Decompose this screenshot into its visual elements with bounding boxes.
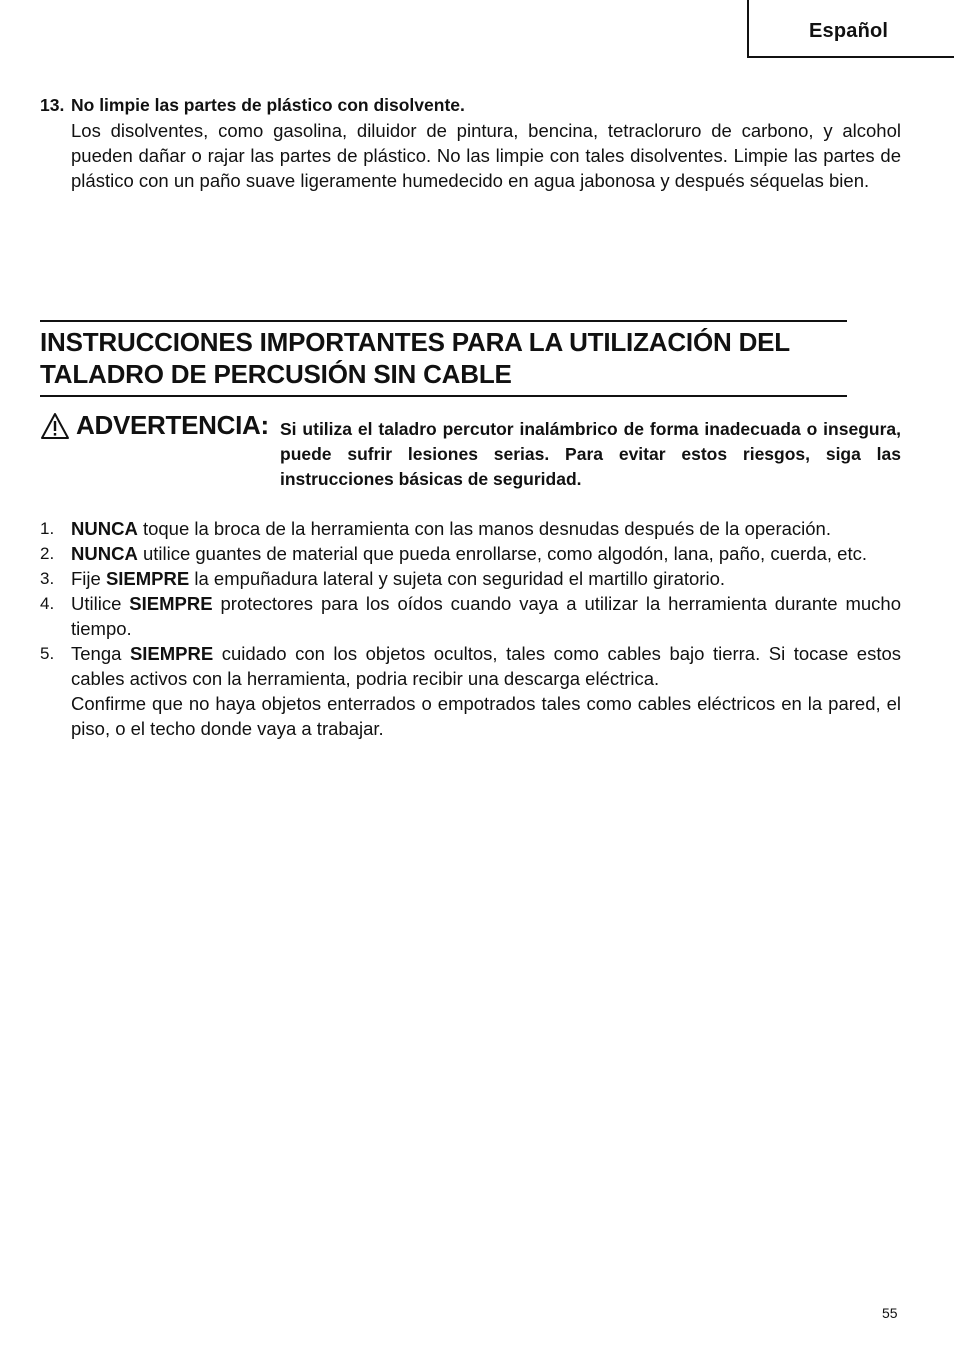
list-item-keyword: SIEMPRE	[105, 568, 190, 589]
list-item-number: 1.	[40, 519, 55, 538]
list-item-prefix: Tenga	[71, 643, 130, 664]
list-item-number: 4.	[40, 594, 55, 613]
section-top-rule	[40, 320, 847, 322]
list-item-keyword: NUNCA	[71, 543, 138, 564]
language-tab-label: Español	[809, 20, 889, 42]
list-item-keyword: SIEMPRE	[129, 593, 213, 614]
warning-triangle-icon	[40, 412, 70, 440]
instruction-13-heading	[40, 93, 901, 118]
list-item	[40, 591, 901, 641]
instruction-13-body: Los disolventes, como gasolina, diluidor de pintura, bencina, tetracloruro de carbono, y alcohol pueden dañar o rajar las partes de plástico. No las limpie con tales disolventes. Limpie las partes de plástico con un paño suave ligeramente humedecido en agua jabonosa y después séquelas bien.	[71, 120, 901, 191]
safety-rules-list	[40, 516, 901, 741]
list-item	[40, 516, 901, 541]
list-item-prefix: Fije	[71, 568, 106, 589]
list-item-number: 5.	[40, 644, 55, 663]
list-item-text: la empuñadura lateral y sujeta con seguridad el martillo giratorio.	[189, 568, 725, 589]
list-item-continuation: Confirme que no haya objetos enterrados o empotrados tales como cables eléctricos en la pared, el piso, o el techo donde vaya a trabajar.	[71, 693, 901, 739]
list-item-text: protectores para los oídos cuando vaya a utilizar la herramienta durante mucho tiempo.	[71, 593, 901, 639]
section-title	[40, 326, 847, 390]
list-item	[40, 641, 901, 741]
list-item-text: toque la broca de la herramienta con las manos desnudas después de la operación.	[137, 518, 831, 539]
page-number: 55	[882, 1305, 898, 1321]
list-item-number: 2.	[40, 544, 55, 563]
list-item	[40, 566, 901, 591]
section-bottom-rule	[40, 395, 847, 397]
instruction-13-title: No limpie las partes de plástico con disolvente.	[71, 95, 465, 115]
section-title-line-1: INSTRUCCIONES IMPORTANTES PARA LA UTILIZACIÓN DEL	[40, 327, 790, 357]
warning-text: Si utiliza el taladro percutor inalámbrico de forma inadecuada o insegura, puede sufrir lesiones serias. Para evitar estos riesgos, siga las instrucciones básicas de seguridad.	[280, 419, 901, 489]
section-title-line-2: TALADRO DE PERCUSIÓN SIN CABLE	[40, 359, 512, 389]
list-item-keyword: NUNCA	[71, 518, 138, 539]
list-item	[40, 541, 901, 566]
list-item-number: 3.	[40, 569, 55, 588]
list-item-keyword: SIEMPRE	[129, 643, 214, 664]
language-tab	[747, 0, 954, 58]
instruction-13-number: 13.	[40, 95, 65, 115]
warning-word: ADVERTENCIA:	[76, 410, 269, 440]
cleaning-instruction-13	[40, 93, 901, 193]
list-item-text: cuidado con los objetos ocultos, tales como cables bajo tierra. Si tocase estos cables activos con la herramienta, podria recibir una descarga eléctrica.	[71, 643, 901, 689]
warning-label	[40, 410, 269, 441]
list-item-text: utilice guantes de material que pueda enrollarse, como algodón, lana, paño, cuerda, etc.	[137, 543, 867, 564]
list-item-prefix: Utilice	[71, 593, 130, 614]
